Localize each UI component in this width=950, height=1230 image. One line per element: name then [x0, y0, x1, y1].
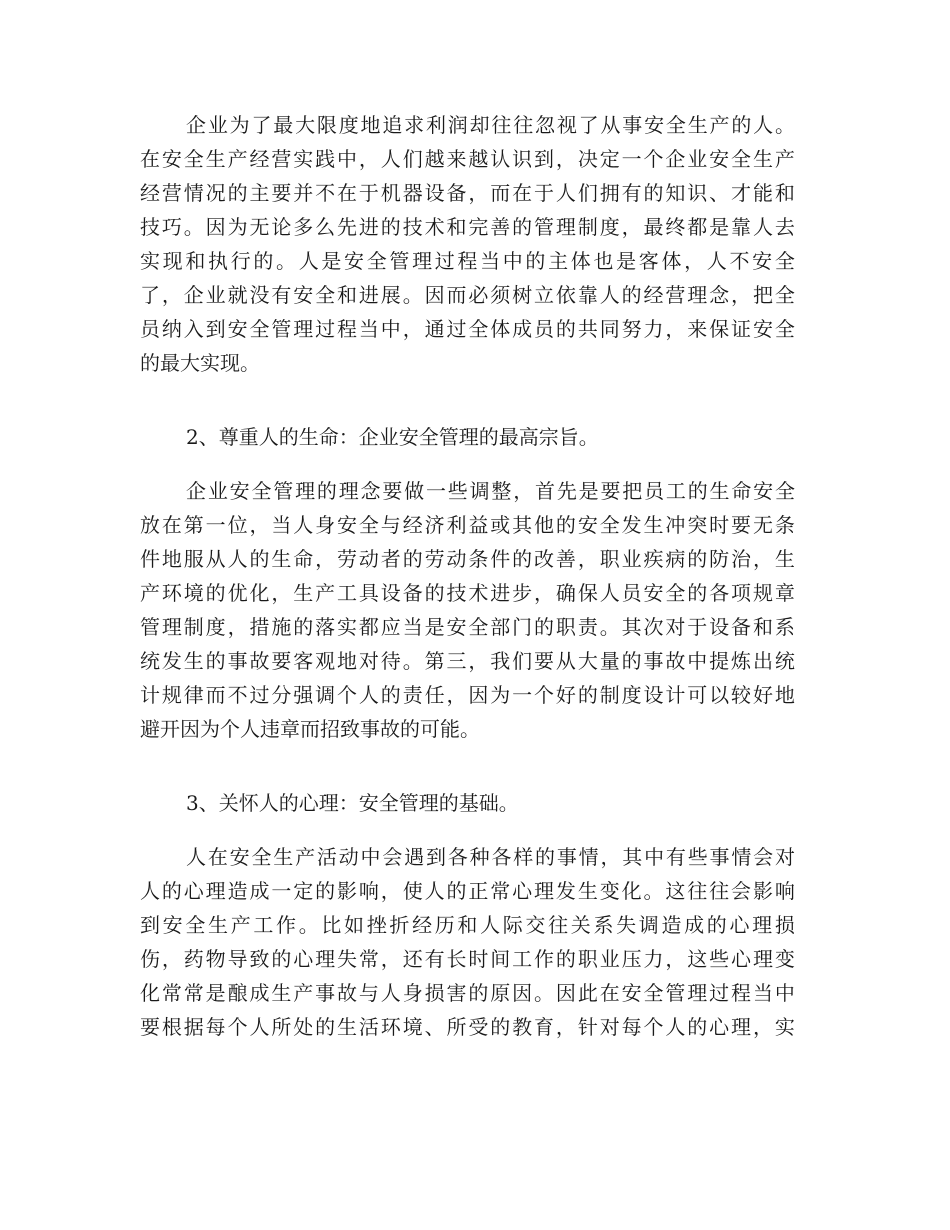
text-line: 员 纳 入 到 安 全 管 理 过 程 当 中 ， 通 过 全 体 成 员 的 共 同 努 力 ， 来 保 证 安 全 [140, 317, 795, 341]
text-line: 件 地 服 从 人 的 生 命 ， 劳 动 者 的 劳 动 条 件 的 改 善 ， 职 业 疾 病 的 防 治 ， 生 [140, 547, 795, 571]
section-heading-3 [140, 786, 795, 820]
text-line: 要 根 据 每 个 人 所 处 的 生 活 环 境 、 所 受 的 教 育 ， 针 对 每 个 人 的 心 理 ， 实 [140, 1015, 795, 1039]
text-line: 实 现 和 执 行 的 。 人 是 安 全 管 理 过 程 当 中 的 主 体 也 是 客 体 ， 人 不 安 全 [140, 249, 795, 273]
text-line: 放 在 第 一 位 ， 当 人 身 安 全 与 经 济 利 益 或 其 他 的 安 全 发 生 冲 突 时 要 无 条 [140, 513, 795, 537]
paragraph-1 [140, 108, 795, 380]
text-line: 伤 ， 药 物 导 致 的 心 理 失 常 ， 还 有 长 时 间 工 作 的 职 业 压 力 ， 这 些 心 理 变 [140, 947, 795, 971]
text-line: 的最大实现。 [140, 351, 260, 375]
paragraph-2 [140, 474, 795, 746]
text-line: 产 环 境 的 优 化 ， 生 产 工 具 设 备 的 技 术 进 步 ， 确 保 人 员 安 全 的 各 项 规 章 [140, 581, 795, 605]
section-heading: 3、关怀人的心理：安全管理的基础。 [186, 791, 519, 815]
text-line: 了 ， 企 业 就 没 有 安 全 和 进 展 。 因 而 必 须 树 立 依 靠 人 的 经 营 理 念 ， 把 全 [140, 283, 795, 307]
text-line: 人 的 心 理 造 成 一 定 的 影 响 ， 使 人 的 正 常 心 理 发 生 变 化 。 这 往 往 会 影 响 [140, 879, 795, 903]
text-line: 管 理 制 度 ， 措 施 的 落 实 都 应 当 是 安 全 部 门 的 职 责 。 其 次 对 于 设 备 和 系 [140, 615, 795, 639]
text-line: 经 营 情 况 的 主 要 并 不 在 于 机 器 设 备 ， 而 在 于 人 们 拥 有 的 知 识 、 才 能 和 [140, 181, 795, 205]
section-heading-2 [140, 420, 795, 454]
text-line: 在 安 全 生 产 经 营 实 践 中 ， 人 们 越 来 越 认 识 到 ， 决 定 一 个 企 业 安 全 生 产 [140, 147, 795, 171]
text-line: 到 安 全 生 产 工 作 。 比 如 挫 折 经 历 和 人 际 交 往 关 系 失 调 造 成 的 心 理 损 [140, 913, 795, 937]
section-heading: 2、尊重人的生命：企业安全管理的最高宗旨。 [186, 425, 599, 449]
text-line: 人 在 安 全 生 产 活 动 中 会 遇 到 各 种 各 样 的 事 情 ， 其 中 有 些 事 情 会 对 [186, 845, 795, 869]
text-line: 企 业 为 了 最 大 限 度 地 追 求 利 润 却 往 往 忽 视 了 从 事 安 全 生 产 的 人 。 [186, 113, 795, 137]
paragraph-3 [140, 840, 795, 1044]
text-line: 计 规 律 而 不 过 分 强 调 个 人 的 责 任 ， 因 为 一 个 好 的 制 度 设 计 可 以 较 好 地 [140, 683, 795, 707]
text-line: 技 巧 。 因 为 无 论 多 么 先 进 的 技 术 和 完 善 的 管 理 制 度 ， 最 终 都 是 靠 人 去 [140, 215, 795, 239]
text-line: 避开因为个人违章而招致事故的可能。 [140, 717, 480, 741]
text-line: 统 发 生 的 事 故 要 客 观 地 对 待 。 第 三 ， 我 们 要 从 大 量 的 事 故 中 提 炼 出 统 [140, 649, 795, 673]
text-line: 化 常 常 是 酿 成 生 产 事 故 与 人 身 损 害 的 原 因 。 因 此 在 安 全 管 理 过 程 当 中 [140, 981, 795, 1005]
text-line: 企 业 安 全 管 理 的 理 念 要 做 一 些 调 整 ， 首 先 是 要 把 员 工 的 生 命 安 全 [186, 479, 795, 503]
